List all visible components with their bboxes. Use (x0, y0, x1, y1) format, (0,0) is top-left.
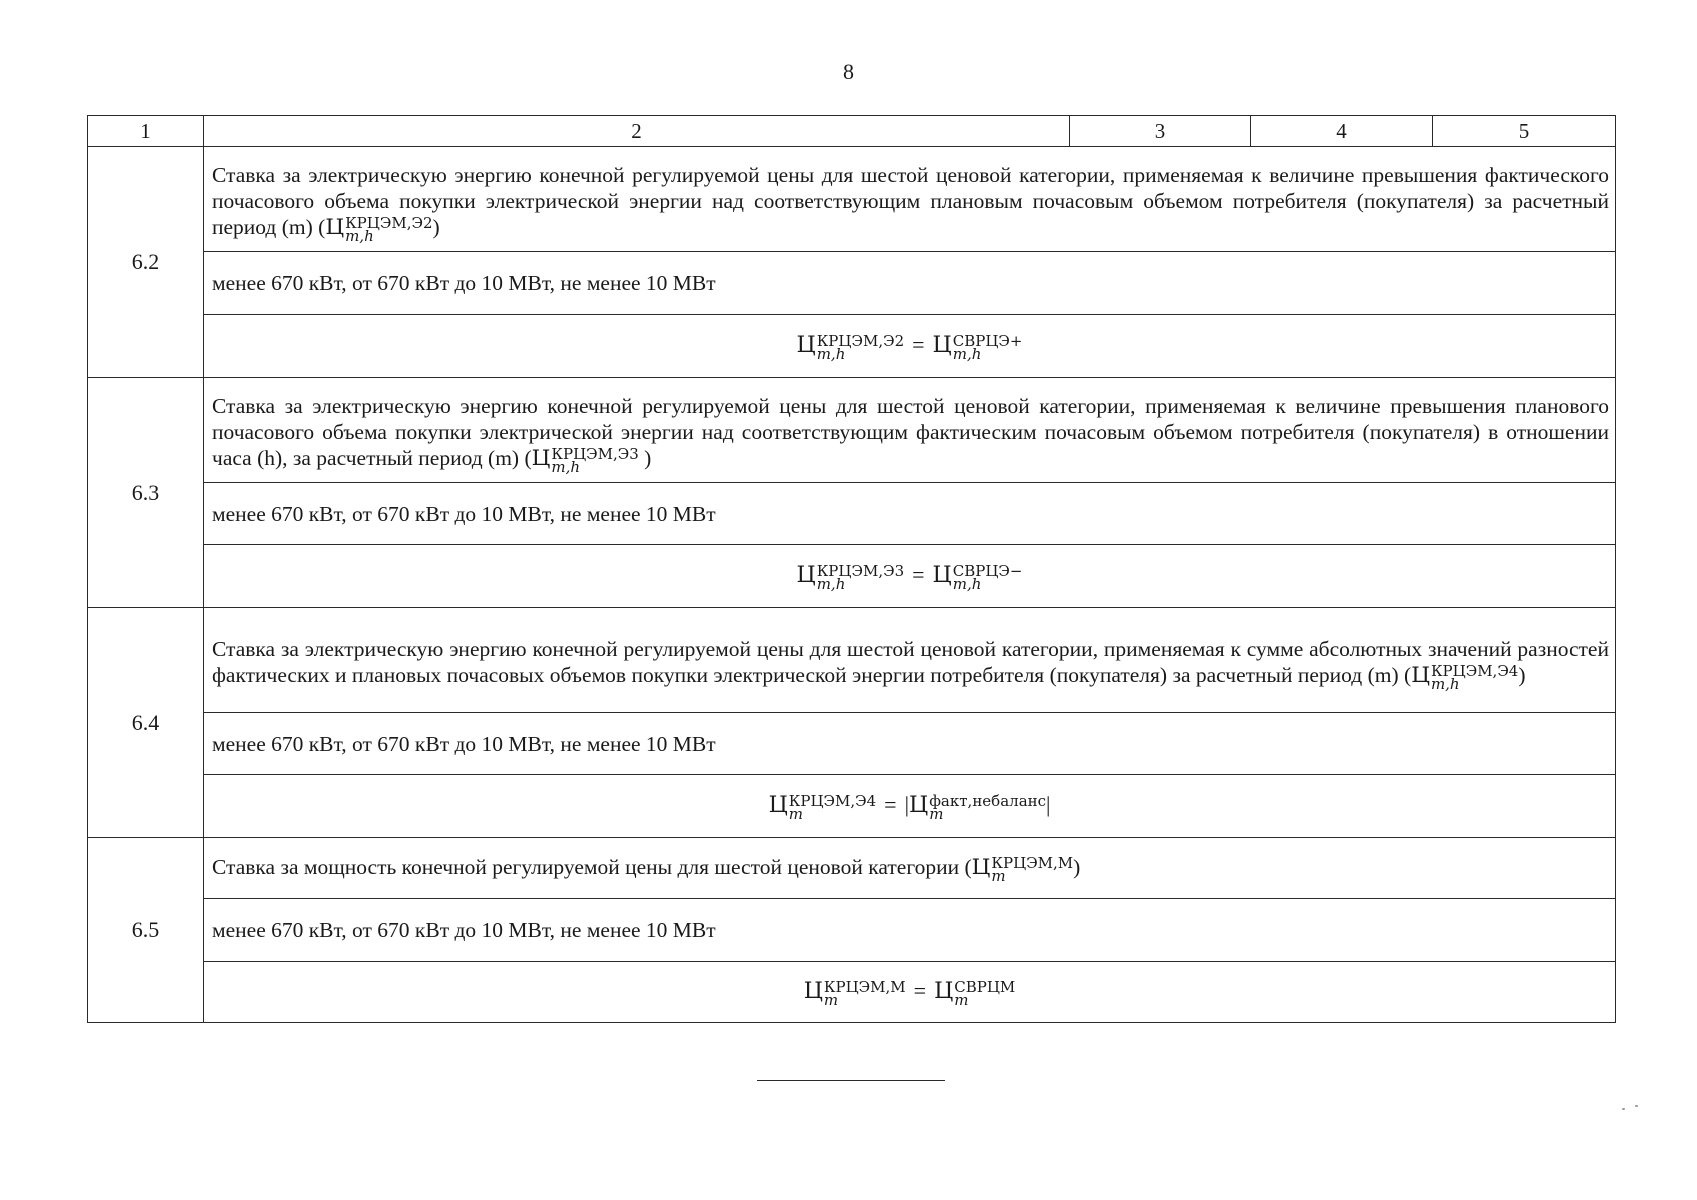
formula-lhs: Ц КРЦЭМ,Э4 m (768, 791, 877, 823)
formula-rhs: Ц СВРЦЭ− m,h (932, 561, 1023, 593)
row-range: менее 670 кВт, от 670 кВт до 10 МВт, не менее 10 МВт (204, 483, 1616, 545)
row-description: Ставка за электрическую энергию конечной регулируемой цены для шестой ценовой категории, применяемая к величине превышения планового почасового объема покупки электрической энергии над соответствующим фактическим почасовым объемом потребителя (покупателя) в отношении часа (h), за расчетный период (m) (Ц КРЦЭМ,Э3 m,h ) (204, 378, 1616, 483)
table-row (88, 483, 1616, 545)
scan-speck (1622, 1108, 1625, 1110)
table-row (88, 962, 1616, 1023)
formula-operator: = (912, 331, 925, 357)
tariff-table (87, 115, 1616, 1023)
description-text: Ставка за электрическую энергию конечной регулируемой цены для шестой ценовой категории, применяемая к сумме абсолютных значений разностей фактических и плановых почасовых объемов покупки электрической энергии потребителя (покупателя) за расчетный период (m) ( (212, 636, 1609, 687)
table-row (88, 608, 1616, 713)
column-header: 5 (1433, 116, 1616, 147)
table-row (88, 315, 1616, 378)
table-row (88, 899, 1616, 962)
row-formula (204, 962, 1616, 1023)
row-formula (204, 545, 1616, 608)
header-row (88, 116, 1616, 147)
description-symbol: Ц КРЦЭМ,Э3 m,h (531, 444, 639, 476)
table-row (88, 252, 1616, 315)
abs-bar-left: | (904, 791, 909, 817)
table-row (88, 147, 1616, 252)
column-header: 4 (1251, 116, 1433, 147)
description-symbol: Ц КРЦЭМ,Э2 m,h (325, 213, 433, 245)
table-row (88, 378, 1616, 483)
footer-rule (757, 1080, 945, 1081)
page-number: 8 (843, 59, 854, 84)
formula-lhs: Ц КРЦЭМ,Э2 m,h (796, 331, 905, 363)
row-description: Ставка за мощность конечной регулируемой цены для шестой ценовой категории (Ц КРЦЭМ,М m ) (204, 838, 1616, 899)
row-number: 6.4 (88, 608, 204, 838)
column-header: 2 (204, 116, 1070, 147)
abs-bar-right: | (1046, 791, 1051, 817)
column-header: 1 (88, 116, 204, 147)
row-description: Ставка за электрическую энергию конечной регулируемой цены для шестой ценовой категории, применяемая к сумме абсолютных значений разностей фактических и плановых почасовых объемов покупки электрической энергии потребителя (покупателя) за расчетный период (m) (Ц КРЦЭМ,Э4 m,h ) (204, 608, 1616, 713)
formula-rhs: Ц СВРЦЭ+ m,h (932, 331, 1023, 363)
table-row (88, 838, 1616, 899)
description-text: Ставка за электрическую энергию конечной регулируемой цены для шестой ценовой категории, применяемая к величине превышения фактического почасового объема покупки электрической энергии над соответствующим плановым почасовым объемом потребителя (покупателя) за расчетный период (m) ( (212, 162, 1609, 239)
row-range: менее 670 кВт, от 670 кВт до 10 МВт, не менее 10 МВт (204, 713, 1616, 775)
formula-rhs: Ц факт,небаланс m (909, 791, 1047, 823)
column-header: 3 (1070, 116, 1251, 147)
row-number: 6.3 (88, 378, 204, 608)
description-text: Ставка за мощность конечной регулируемой цены для шестой ценовой категории ( (212, 854, 972, 879)
table-row (88, 775, 1616, 838)
description-symbol: Ц КРЦЭМ,М m (971, 853, 1074, 885)
formula-operator: = (884, 791, 897, 817)
row-formula (204, 775, 1616, 838)
table-row (88, 545, 1616, 608)
row-number: 6.5 (88, 838, 204, 1023)
row-number: 6.2 (88, 147, 204, 378)
row-range: менее 670 кВт, от 670 кВт до 10 МВт, не менее 10 МВт (204, 899, 1616, 962)
scan-speck (1635, 1105, 1638, 1107)
row-formula (204, 315, 1616, 378)
formula-operator: = (912, 561, 925, 587)
description-symbol: Ц КРЦЭМ,Э4 m,h (1411, 661, 1519, 693)
row-range: менее 670 кВт, от 670 кВт до 10 МВт, не менее 10 МВт (204, 252, 1616, 315)
formula-operator: = (913, 977, 927, 1003)
formula-lhs: Ц КРЦЭМ,М m (803, 977, 906, 1009)
formula-lhs: Ц КРЦЭМ,Э3 m,h (796, 561, 905, 593)
formula-rhs: Ц СВРЦМ m (934, 977, 1016, 1009)
row-description: Ставка за электрическую энергию конечной регулируемой цены для шестой ценовой категории, применяемая к величине превышения фактического почасового объема покупки электрической энергии над соответствующим плановым почасовым объемом потребителя (покупателя) за расчетный период (m) (Ц КРЦЭМ,Э2 m,h ) (204, 147, 1616, 252)
table-row (88, 713, 1616, 775)
description-text: Ставка за электрическую энергию конечной регулируемой цены для шестой ценовой категории, применяемая к величине превышения планового почасового объема покупки электрической энергии над соответствующим фактическим почасовым объемом потребителя (покупателя) в отношении часа (h), за расчетный период (m) ( (212, 393, 1609, 470)
